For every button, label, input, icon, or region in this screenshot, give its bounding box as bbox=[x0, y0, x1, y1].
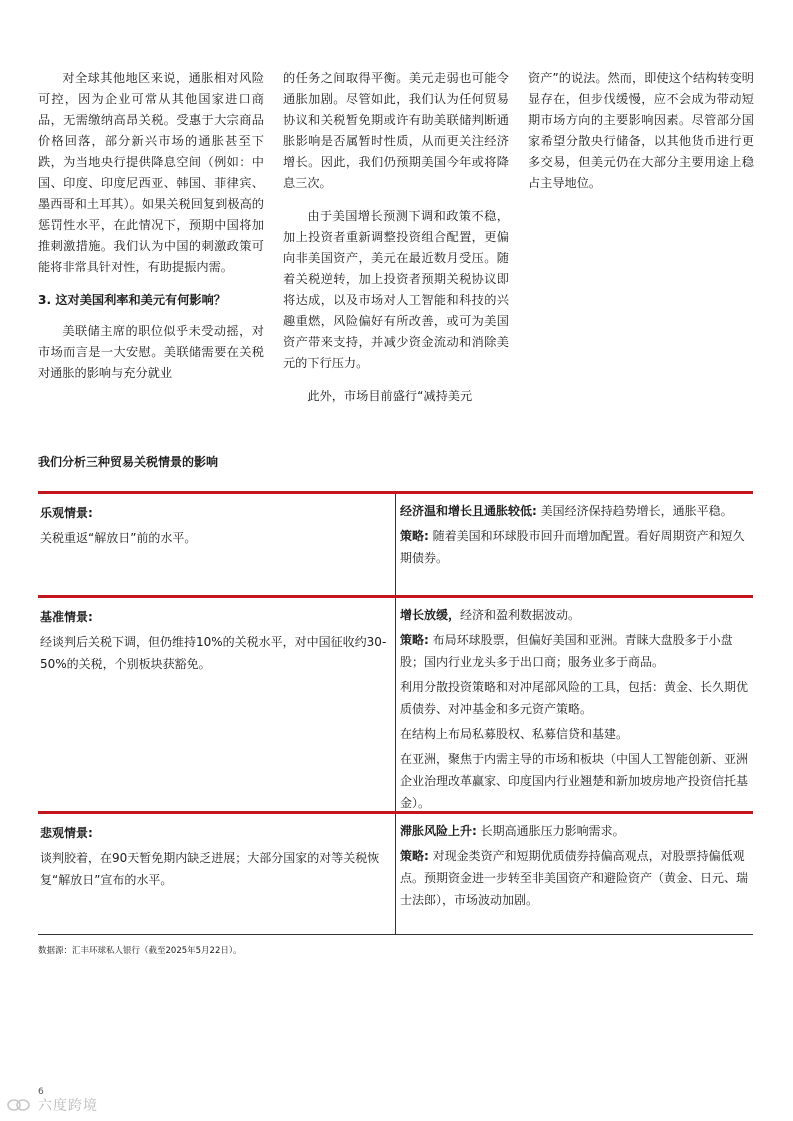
outlook-item: 利用分散投资策略和对冲尾部风险的工具，包括：黄金、长久期优质债券、对冲基金和多元资产策略。 bbox=[400, 680, 749, 716]
scenario-label: 基准情景: bbox=[40, 610, 93, 624]
watermark-logo-icon bbox=[6, 1097, 32, 1113]
outlook-cell bbox=[395, 494, 753, 595]
scenario-description: 经谈判后关税下调，但仍维持10%的关税水平，对中国征收约30-50%的关税，个别板块获豁免。 bbox=[40, 635, 387, 671]
outlook-item: 策略: 随着美国和环球股市回升而增加配置。看好周期资产和短久期债券。 bbox=[400, 529, 745, 565]
outlook-item: 在亚洲，聚焦于内需主导的市场和板块（中国人工智能创新、亚洲企业治理改革赢家、印度国内行业翘楚和新加坡房地产投资信托基金）。 bbox=[400, 752, 749, 810]
section-heading: 3. 这对美国利率和美元有何影响？ bbox=[38, 293, 226, 307]
scenario-description: 关税重返“解放日”前的水平。 bbox=[40, 531, 197, 545]
scenario-label: 乐观情景: bbox=[40, 506, 93, 520]
scenario-row-pessimistic bbox=[38, 811, 753, 935]
paragraph: 美联储主席的职位似乎未受动摇，对市场而言是一大安慰。美联储需要在关税对通胀的影响与充分就业 bbox=[38, 324, 264, 380]
scenario-cell bbox=[38, 598, 395, 678]
source-note: 数据源：汇丰环球私人银行（截至2025年5月22日）。 bbox=[38, 946, 242, 956]
outlook-item: 策略: 对现金类资产和短期优质债券持偏高观点，对股票持偏低观点。预期资金进一步转至非美国资产和避险资产（黄金、日元、瑞士法郎），市场波动加剧。 bbox=[400, 849, 749, 907]
outlook-item: 增长放缓，经济和盈利数据波动。 bbox=[400, 608, 581, 622]
paragraph: 由于美国增长预测下调和政策不稳，加上投资者重新调整投资组合配置，更偏向非美国资产，美元在最近数月受压。随着关税逆转，加上投资者预期关税协议即将达成，以及市场对人工智能和科技的兴趣重燃，风险偏好有所改善，或可为美国资产带来支持，并减少资金流动和消除美元的下行压力。 bbox=[283, 209, 509, 370]
scenario-cell bbox=[38, 494, 395, 552]
text-column-2 bbox=[283, 68, 509, 419]
paragraph: 此外，市场目前盛行“减持美元 bbox=[307, 389, 473, 403]
watermark-text: 六度跨境 bbox=[38, 1098, 98, 1114]
table-title: 我们分析三种贸易关税情景的影响 bbox=[38, 455, 219, 469]
paragraph: 对全球其他地区来说，通胀相对风险可控，因为企业可常从其他国家进口商品，无需缴纳高昂关税。受惠于大宗商品价格回落，部分新兴市场的通胀甚至下跌，为当地央行提供降息空间（例如：中国、印度、印度尼西亚、韩国、菲律宾、墨西哥和土耳其）。如果关税回复到极高的惩罚性水平，在此情况下，预期中国将加推刺激措施。我们认为中国的刺激政策可能将非常具针对性，有助提振内需。 bbox=[38, 71, 264, 274]
page-number: 6 bbox=[38, 1087, 44, 1097]
text-column-3 bbox=[528, 68, 754, 206]
outlook-item: 策略: 布局环球股票，但偏好美国和亚洲。青睐大盘股多于小盘股；国内行业龙头多于出口商；服务业多于商品。 bbox=[400, 633, 733, 669]
outlook-cell bbox=[395, 598, 753, 811]
scenario-label: 悲观情景: bbox=[40, 826, 93, 840]
watermark bbox=[6, 1095, 98, 1115]
paragraph: 的任务之间取得平衡。美元走弱也可能令通胀加剧。尽管如此，我们认为任何贸易协议和关税暂免期或许有助美联储判断通胀影响是否属暂时性质，从而更关注经济增长。因此，我们仍预期美国今年或将降息三次。 bbox=[283, 71, 509, 190]
text-column-1 bbox=[38, 68, 264, 396]
scenario-row-base bbox=[38, 595, 753, 811]
paragraph: 资产”的说法。然而，即使这个结构转变明显存在，但步伐缓慢，应不会成为带动短期市场方向的主要影响因素。尽管部分国家希望分散央行储备，以其他货币进行更多交易，但美元仍在大部分主要用途上稳占主导地位。 bbox=[528, 71, 754, 190]
scenario-row-optimistic bbox=[38, 491, 753, 595]
scenario-description: 谈判胶着，在90天暂免期内缺乏进展；大部分国家的对等关税恢复“解放日”宣布的水平。 bbox=[40, 851, 380, 887]
outlook-item: 经济温和增长且通胀较低: 美国经济保持趋势增长，通胀平稳。 bbox=[400, 504, 733, 518]
scenario-cell bbox=[38, 814, 395, 894]
outlook-item: 在结构上布局私募股权、私募信贷和基建。 bbox=[400, 727, 629, 741]
outlook-cell bbox=[395, 814, 753, 934]
outlook-item: 滞胀风险上升: 长期高通胀压力影响需求。 bbox=[400, 824, 625, 838]
